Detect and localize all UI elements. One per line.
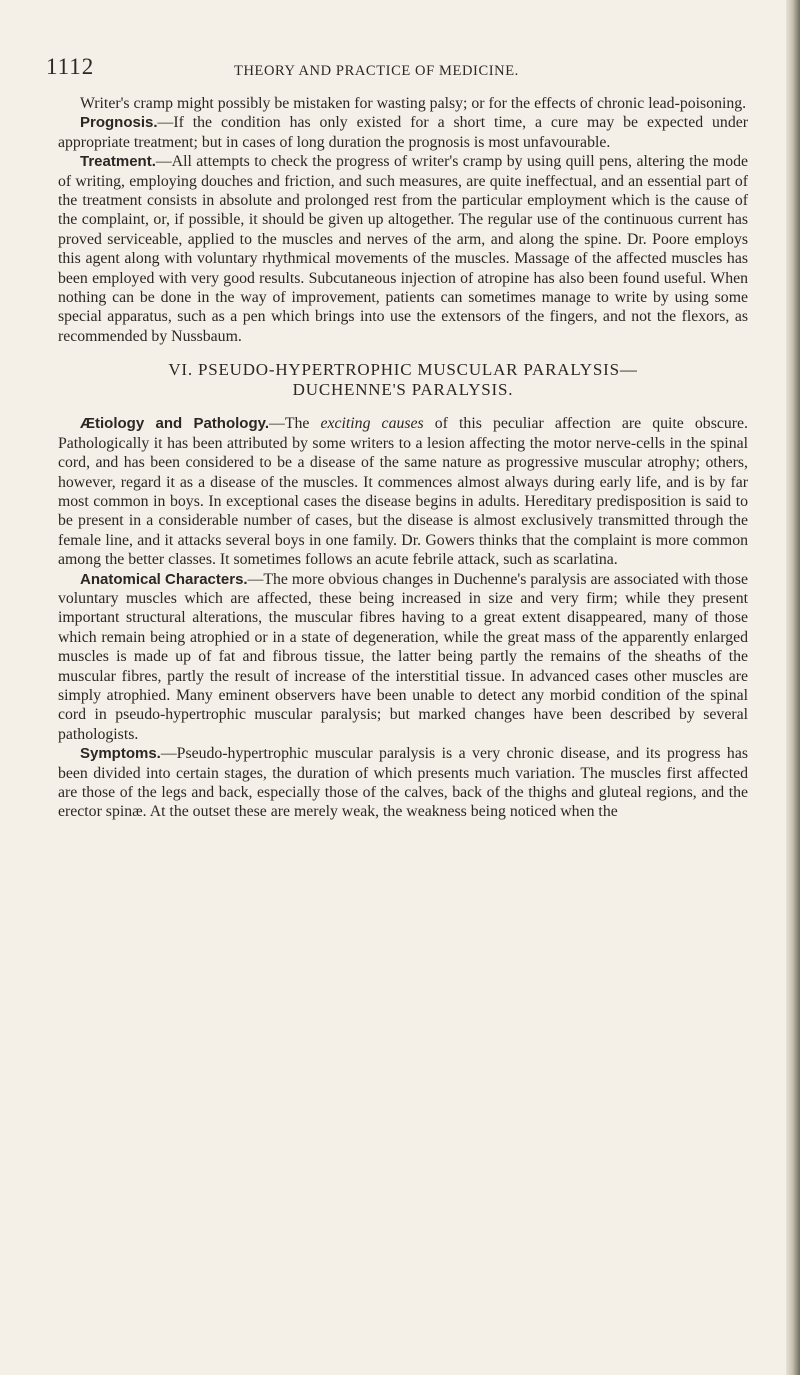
paragraph-treatment	[58, 152, 748, 346]
paragraph-anatomical-characters	[58, 570, 748, 745]
symptoms-heading: Symptoms.	[80, 745, 161, 763]
paragraph-prognosis	[58, 113, 748, 152]
aetiology-lead: —The	[269, 415, 321, 433]
paragraph-text: Writer's cramp might possibly be mistaken for wasting palsy; or for the effects of chronic lead-poisoning.	[80, 95, 747, 112]
treatment-heading: Treatment.	[80, 153, 156, 171]
page-number: 1112	[46, 54, 95, 79]
aetiology-text: of this peculiar affection are quite obscure. Pathologically it has been attributed by some writers to a lesion affecting the motor nerve-cells in the spinal cord, and has been considered to be a disease of the same nature as progressive muscular atrophy; others, however, regard it as a disease of the muscles. It commences almost always during early life, and is by far most common in boys. In exceptional cases the disease begins in adults. Hereditary predisposition is said to be present in a considerable number of cases, but the disease is almost exclusively transmitted through the female line, and it attacks several boys in one family. Dr. Gowers thinks that the complaint is more common among the better classes. It sometimes follows an acute febrile attack, such as scarlatina.	[58, 415, 748, 569]
page-edge-shadow	[786, 0, 800, 1375]
section-heading-line-2: DUCHENNE'S PARALYSIS.	[292, 380, 514, 400]
paragraph-writers-cramp-diagnosis	[58, 94, 748, 113]
aetiology-heading: Ætiology and Pathology.	[80, 415, 270, 433]
anatomical-text: —The more obvious changes in Duchenne's paralysis are associated with those voluntary muscles which are affected, these being increased in size and very firm; while they present important structural alterations, the muscular fibres having to a great extent disappeared, many of those which remain being atrophied or in a state of degeneration, while the great mass of the apparently enlarged muscles is made up of fat and fibrous tissue, the latter being partly the remains of the sheaths of the muscular fibres, partly the result of increase of the interstitial tissue. In advanced cases other muscles are simply atrophied. Many eminent observers have been unable to detect any morbid condition of the spinal cord in pseudo-hypertrophic muscular paralysis; but marked changes have been described by several pathologists.	[58, 570, 748, 743]
page-header	[44, 54, 754, 80]
paragraph-aetiology	[58, 414, 748, 569]
body-text	[58, 94, 748, 822]
treatment-text: —All attempts to check the progress of writer's cramp by using quill pens, altering the mode of writing, employing douches and friction, and such measures, are quite ineffectual, and an essential part of the treatment consists in absolute and prolonged rest from the particular employment which is the cause of the complaint, or, if possible, it should be given up altogether. The regular use of the continuous current has proved serviceable, applied to the muscles and nerves of the arm, and along the spine. Dr. Poore employs this agent along with voluntary rhythmical movements of the muscles. Massage of the affected muscles has been employed with very good results. Subcutaneous injection of atropine has also been found useful. When nothing can be done in the way of improvement, patients can sometimes manage to write by using some special apparatus, such as a pen which brings into use the extensors of the fingers, and not the flexors, as recommended by Nussbaum.	[58, 153, 748, 345]
running-title: THEORY AND PRACTICE OF MEDICINE.	[234, 63, 519, 79]
prognosis-heading: Prognosis.	[80, 114, 158, 132]
symptoms-text: —Pseudo-hypertrophic muscular paralysis is a very chronic disease, and its progress has been divided into certain stages, the duration of which presents much variation. The muscles first affected are those of the legs and back, especially those of the calves, back of the thighs and gluteal regions, and the erector spinæ. At the outset these are merely weak, the weakness being noticed when the	[58, 745, 748, 821]
section-heading	[58, 360, 748, 400]
section-heading-line-1: VI. PSEUDO-HYPERTROPHIC MUSCULAR PARALYSIS—	[168, 360, 638, 380]
anatomical-heading: Anatomical Characters.	[80, 570, 248, 588]
prognosis-text: —If the condition has only existed for a short time, a cure may be expected under appropriate treatment; but in cases of long duration the prognosis is most unfavourable.	[58, 114, 748, 151]
paragraph-symptoms	[58, 744, 748, 822]
aetiology-italic-term: exciting causes	[320, 415, 424, 433]
